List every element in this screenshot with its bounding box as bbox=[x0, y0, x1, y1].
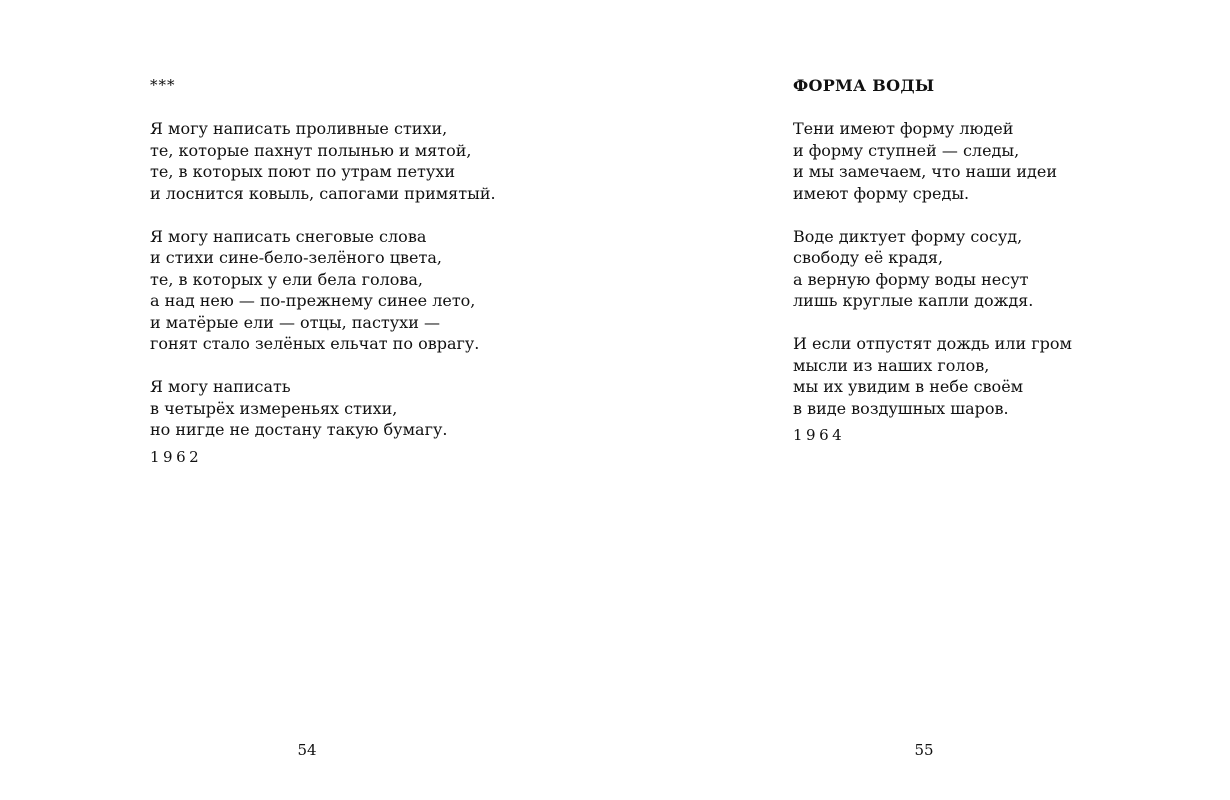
poem-line: Я могу написать проливные стихи, bbox=[150, 119, 448, 138]
page-number: 54 bbox=[297, 741, 317, 759]
poem-line: имеют форму среды. bbox=[793, 183, 970, 203]
poem-line: гонят стало зелёных ельчат по оврагу. bbox=[150, 334, 480, 353]
poem-forma-vody bbox=[793, 75, 1072, 447]
poem-year: 1964 bbox=[793, 426, 846, 444]
poem-line: и мы замечаем, что наши идеи bbox=[793, 162, 1058, 181]
poem-untitled bbox=[150, 75, 496, 468]
poem-title: ФОРМА ВОДЫ bbox=[793, 76, 935, 95]
right-page bbox=[615, 0, 1230, 800]
poem-line: свободу её крадя, bbox=[793, 248, 944, 267]
poem-line: мы их увидим в небе своём bbox=[793, 377, 1024, 396]
poem-line: и матёрые ели — отцы, пастухи — bbox=[150, 312, 440, 332]
page-number: 55 bbox=[914, 741, 934, 759]
poem-line: в четырёх измереньях стихи, bbox=[150, 398, 398, 418]
poem-line: но нигде не достану такую бумагу. bbox=[150, 420, 448, 439]
stanza bbox=[793, 226, 1072, 312]
poem-line: и лоснится ковыль, сапогами примятый. bbox=[150, 183, 496, 203]
poem-line: те, которые пахнут полынью и мятой, bbox=[150, 140, 472, 160]
poem-line: мысли из наших голов, bbox=[793, 355, 990, 375]
poem-line: а над нею — по-прежнему синее лето, bbox=[150, 291, 476, 310]
poem-asterisks-heading: *** bbox=[150, 76, 176, 94]
poem-line: Тени имеют форму людей bbox=[793, 119, 1014, 138]
poem-line: те, в которых у ели бела голова, bbox=[150, 269, 424, 289]
poem-line: И если отпустят дождь или гром bbox=[793, 334, 1072, 353]
poem-line: лишь круглые капли дождя. bbox=[793, 291, 1034, 310]
stanza bbox=[793, 333, 1072, 419]
poem-line: а верную форму воды несут bbox=[793, 269, 1029, 289]
stanza bbox=[150, 376, 496, 441]
poem-line: те, в которых поют по утрам петухи bbox=[150, 162, 455, 181]
poem-line: Я могу написать снеговые слова bbox=[150, 226, 427, 246]
poem-line: и форму ступней — следы, bbox=[793, 140, 1020, 160]
stanza bbox=[150, 118, 496, 204]
stanza bbox=[793, 118, 1072, 204]
poem-line: и стихи сине-бело-зелёного цвета, bbox=[150, 248, 442, 267]
poem-line: в виде воздушных шаров. bbox=[793, 398, 1009, 418]
stanza bbox=[150, 226, 496, 355]
poem-line: Воде диктует форму сосуд, bbox=[793, 226, 1023, 246]
poem-line: Я могу написать bbox=[150, 377, 291, 396]
poem-year: 1962 bbox=[150, 447, 203, 466]
